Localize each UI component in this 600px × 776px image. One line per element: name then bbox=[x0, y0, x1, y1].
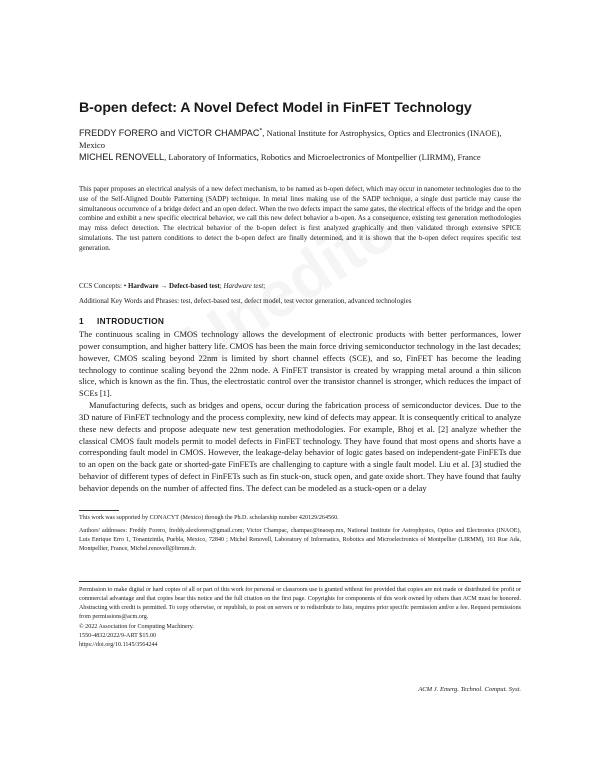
ccs-label: CCS Concepts: bbox=[79, 282, 124, 290]
keywords-label: Additional Key Words and Phrases: bbox=[79, 297, 181, 305]
copyright-line: © 2022 Association for Computing Machinery. bbox=[79, 623, 194, 630]
author-footnote-mark: * bbox=[259, 128, 263, 134]
ccs-term: Defect-based test bbox=[169, 282, 220, 290]
author-affiliation: , National Institute for Astrophysics, Optics and Electronics (INAOE), Mexico bbox=[79, 127, 502, 150]
author-affiliation: , Laboratory of Informatics, Robotics and Microelectronics of Montpellier (LIRMM), France bbox=[164, 151, 481, 162]
author-group-2 bbox=[79, 151, 521, 163]
author-addresses: Authors' addresses: Freddy Forero, freddy.alexforero@gmail.com; Victor Champac, champac@inaoep.mx, National Institute for Astrophysics, Optics and Electronics (INAOE), Luis Enrique Erro 1, Tonantzintla, Puebla, Mexico, 72840 ; Michel Renovell, Laboratory of Informatics, Robotics and Microelectronics of Montpellier (LIRMM), 161 Rue Ada, Montpellier, France, Michel.renovell@lirmm.fr. bbox=[79, 528, 521, 552]
introduction-body bbox=[79, 329, 521, 495]
section-number: 1 bbox=[79, 316, 84, 326]
ccs-arrow: → bbox=[158, 282, 170, 290]
permission-rule bbox=[79, 581, 521, 582]
issn-line: 1550-4832/2022/9-ART $15.00 bbox=[79, 632, 157, 639]
permission-block bbox=[79, 586, 521, 650]
ccs-separator: ; bbox=[219, 282, 224, 290]
permission-text: Permission to make digital or hard copies of all or part of this work for personal or classroom use is granted without fee provided that copies are not made or distributed for profit or commercial advantage and that copies bear this notice and the full citation on the first page. Copyrights for components of this work owned by others than ACM must be honored. Abstracting with credit is permitted. To copy otherwise, or republish, to post on servers or to redistribute to lists, requires prior specific permission and/or a fee. Request permissions from permissions@acm.org. bbox=[79, 587, 521, 621]
ccs-term: Hardware bbox=[127, 282, 159, 290]
section-heading bbox=[79, 316, 521, 326]
ccs-concepts bbox=[79, 281, 521, 291]
author-names: FREDDY FORERO and VICTOR CHAMPAC bbox=[79, 127, 260, 138]
keywords bbox=[79, 296, 521, 306]
ccs-end: ; bbox=[263, 282, 266, 290]
author-block bbox=[79, 125, 521, 163]
doi-link[interactable]: https://doi.org/10.1145/3564244 bbox=[79, 641, 158, 648]
journal-footer: ACM J. Emerg. Technol. Comput. Syst. bbox=[418, 686, 521, 693]
abstract: This paper proposes an electrical analysis of a new defect mechanism, to be named as b-open defect, which may occur in nanometer technologies due to the use of the Self-Aligned Double Patterning (SADP) technique. In metal lines making use of the SADP technique, a single dust particle may cause the simultaneous occurrence of a bridge defect and an open defect. When the two defects impact the same gates, the electrical effects of the bridge and the open combine and exhibit a new specific electrical behavior, we call this new defect behavior a b-open. As a consequence, existing test generation methodologies may miss defect detection. The electrical behavior of the b-open defect is first analyzed graphically and then validated through extensive SPICE simulations. The test pattern conditions to detect the b-open defect are finally determined, and it is shown that the b-open defect requires specific test generation. bbox=[79, 185, 521, 252]
paper-title: B-open defect: A Novel Defect Model in FinFET Technology bbox=[79, 100, 472, 116]
section-title: INTRODUCTION bbox=[97, 316, 165, 326]
author-name: MICHEL RENOVELL bbox=[79, 151, 165, 162]
paragraph: The continuous scaling in CMOS technology allows the development of electronic products with better performances, lower power consumption, and higher battery life. CMOS has been the main force driving semiconductor technology in the last decades; however, CMOS scaling beyond 22nm is limited by short channel effects (SCE), and so, FinFET has become the leading technology to continue scaling beyond the 22nm node. A FinFET transistor is created by wrapping metal around a thin silicon slice, which is known as the fin. Thus, the electrostatic control over the transistor channel is stronger, which reduces the impact of SCEs [1]. bbox=[79, 329, 521, 399]
ccs-bullet: • bbox=[123, 282, 128, 290]
author-group-1 bbox=[79, 125, 521, 151]
footnote-rule bbox=[79, 510, 119, 511]
ccs-term: Hardware test bbox=[223, 282, 264, 290]
keywords-text: test, defect-based test, defect model, test vector generation, advanced technologies bbox=[180, 297, 412, 305]
paragraph: Manufacturing defects, such as bridges and opens, occur during the fabrication process of semiconductor devices. Due to the 3D nature of FinFET technology and the process complexity, new kind of defects may appear. It is consequently critical to analyze these new defects and propose adequate new test generation methodologies. For example, Bhoj et al. [2] analyze whether the classical CMOS fault models permit to model defects in FinFET technology. They have found that most opens and shorts have a corresponding fault model in CMOS. However, the leakage-delay behavior of logic gates based on independent-gate FinFETs due to an open on the back gate or shorted-gate FinFETs are challenging to capture with a single fault model. Liu et al. [3] studied the behavior of different types of defect in FinFETs such as fin stuck-on, stuck open, and gate oxide short. They have found that faulty behavior depends on the number of affected fins. The defect can be modeled as a stuck-open or a delay bbox=[79, 400, 521, 493]
funding-footnote: This work was supported by CONACYT (Mexico) through the Ph.D. scholarship number 420129/264560. bbox=[79, 515, 339, 521]
